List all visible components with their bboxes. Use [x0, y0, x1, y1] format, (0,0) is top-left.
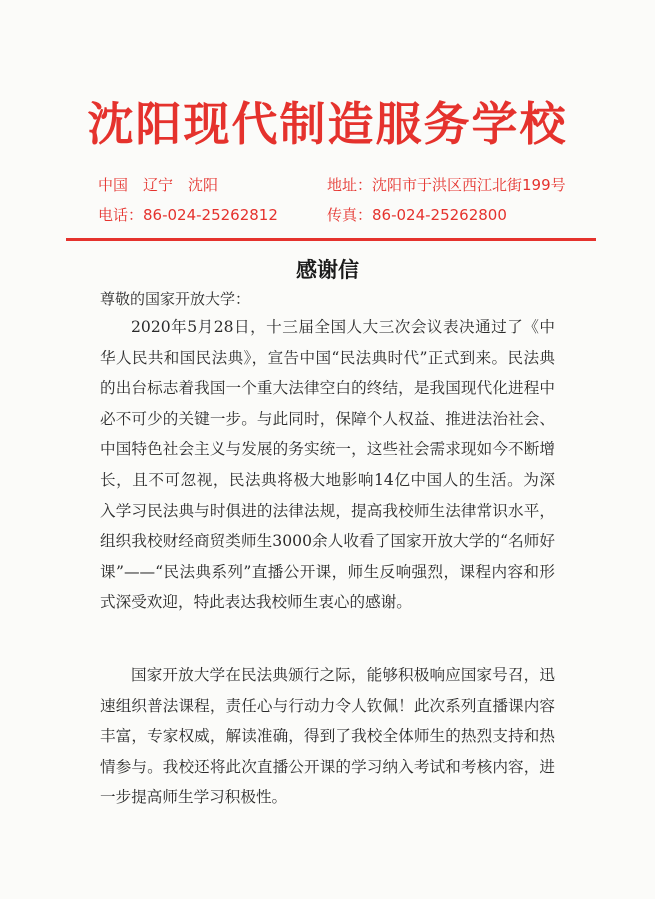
body-paragraph: 国家开放大学在民法典颁行之际，能够积极响应国家号召，迅速组织普法课程，责任心与行动力令人钦佩！此次系列直播课内容丰富，专家权威，解读准确，得到了我校全体师生的热烈支持和热情参与。我校还将此次直播公开课的学习纳入考试和考核内容，进一步提高师生学习积极性。 — [100, 666, 555, 807]
fax-text: 传真：86-024-25262800 — [327, 206, 507, 224]
location-text: 中国 辽宁 沈阳 — [98, 176, 219, 194]
letterhead-divider — [66, 238, 596, 241]
body-paragraph: 2020年5月28日，十三届全国人大三次会议表决通过了《中华人民共和国民法典》，宣告中国“民法典时代”正式到来。民法典的出台标志着我国一个重大法律空白的终结，是我国现代化进程中必不可少的关键一步。与此同时，保障个人权益、推进法治社会、中国特色社会主义与发展的务实统一，这些社会需求现如今不断增长，且不可忽视，民法典将极大地影响14亿中国人的生活。为深入学习民法典与时俱进的法律法规，提高我校师生法律常识水平，组织我校财经商贸类师生3000余人收看了国家开放大学的“名师好课”——“民法典系列”直播公开课，师生反响强烈，课程内容和形式深受欢迎，特此表达我校师生衷心的感谢。 — [100, 318, 555, 612]
school-name-heading: 沈阳现代制造服务学校 — [87, 97, 568, 151]
salutation: 尊敬的国家开放大学： — [100, 290, 251, 308]
address-text: 地址：沈阳市于洪区西江北街199号 — [327, 176, 566, 194]
phone-text: 电话：86-024-25262812 — [98, 206, 278, 224]
letter-title: 感谢信 — [296, 258, 359, 282]
